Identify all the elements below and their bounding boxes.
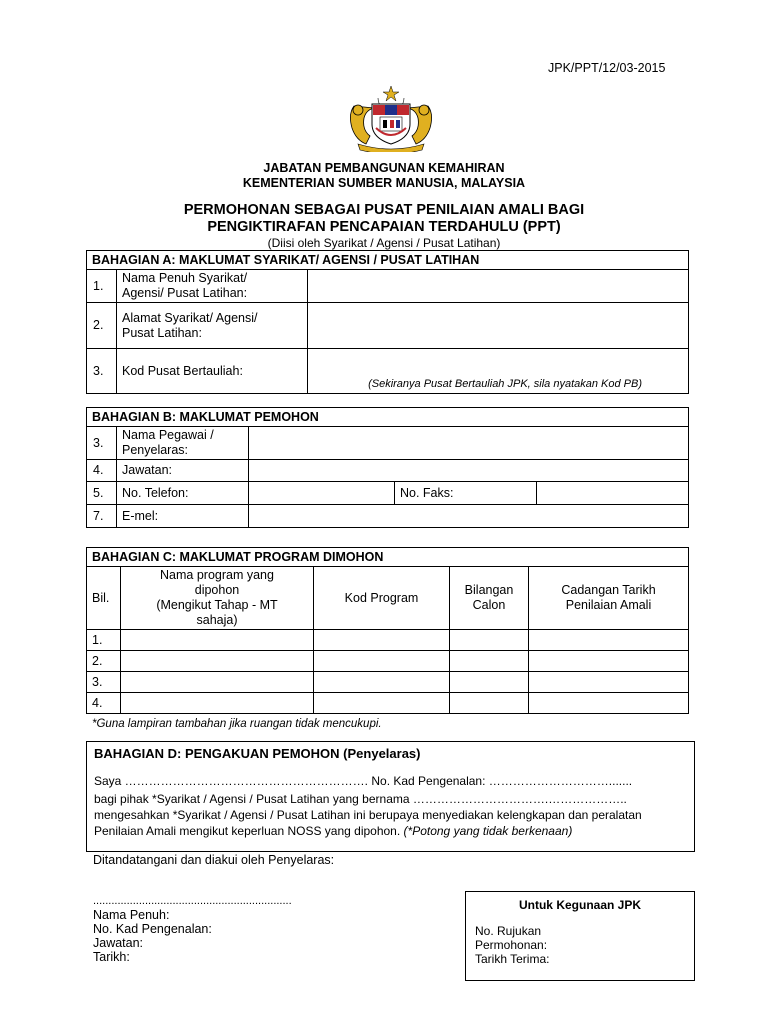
section-c-column-headers bbox=[87, 567, 689, 630]
row-number: 1. bbox=[87, 630, 121, 651]
section-d-box bbox=[86, 741, 695, 852]
position-field[interactable] bbox=[249, 460, 689, 482]
row-number: 2. bbox=[87, 651, 121, 672]
program-name-cell[interactable] bbox=[121, 693, 314, 714]
center-code-field[interactable] bbox=[308, 349, 689, 394]
org-name: JABATAN PEMBANGUNAN KEMAHIRAN bbox=[263, 161, 505, 175]
declaration-line-3: mengesahkan *Syarikat / Agensi / Pusat Latihan ini berupaya menyediakan kelengkapan dan peralatan bbox=[94, 808, 642, 822]
ministry-name: KEMENTERIAN SUMBER MANUSIA, MALAYSIA bbox=[242, 176, 526, 190]
office-use-box bbox=[465, 891, 695, 981]
assessment-date-cell[interactable] bbox=[529, 651, 689, 672]
declaration-line-4: Penilaian Amali mengikut keperluan NOSS yang dipohon. (*Potong yang tidak berkenaan) bbox=[94, 824, 573, 838]
officer-name-field[interactable] bbox=[249, 427, 689, 460]
center-code-label: Kod Pusat Bertauliah: bbox=[117, 349, 308, 394]
candidate-count-cell[interactable] bbox=[450, 693, 529, 714]
fax-label: No. Faks: bbox=[395, 482, 537, 505]
reference-no-label: No. Rujukan bbox=[475, 924, 542, 938]
section-a-row-code bbox=[87, 349, 689, 394]
company-address-label: Alamat Syarikat/ Agensi/ Pusat Latihan: bbox=[117, 303, 308, 349]
section-a-header: BAHAGIAN A: MAKLUMAT SYARIKAT/ AGENSI / PUSAT LATIHAN bbox=[87, 251, 689, 270]
section-c-note: *Guna lampiran tambahan jika ruangan tidak mencukupi. bbox=[92, 718, 382, 730]
email-label: E-mel: bbox=[117, 505, 249, 528]
program-name-cell[interactable] bbox=[121, 672, 314, 693]
reference-code: JPK/PPT/12/03-2015 bbox=[548, 61, 666, 75]
assessment-date-cell[interactable] bbox=[529, 630, 689, 651]
malaysia-crest-logo bbox=[344, 84, 438, 152]
row-number: 4. bbox=[87, 693, 121, 714]
assessment-date-cell[interactable] bbox=[529, 693, 689, 714]
application-label: Permohonan: bbox=[475, 938, 548, 952]
col-candidate-count: Bilangan Calon bbox=[450, 567, 529, 630]
row-number: 7. bbox=[87, 505, 117, 528]
position-label: Jawatan: bbox=[117, 460, 249, 482]
assessment-date-cell[interactable] bbox=[529, 672, 689, 693]
section-a-table bbox=[86, 250, 689, 394]
program-name-cell[interactable] bbox=[121, 630, 314, 651]
phone-field[interactable] bbox=[249, 482, 395, 505]
company-address-field[interactable] bbox=[308, 303, 689, 349]
ic-number-label: No. Kad Pengenalan: bbox=[93, 922, 212, 936]
row-number: 3. bbox=[87, 349, 117, 394]
form-title-line1: PERMOHONAN SEBAGAI PUSAT PENILAIAN AMALI BAGI bbox=[183, 202, 585, 218]
row-number: 3. bbox=[87, 427, 117, 460]
program-code-cell[interactable] bbox=[314, 693, 450, 714]
email-field[interactable] bbox=[249, 505, 689, 528]
table-row bbox=[87, 672, 689, 693]
row-number: 2. bbox=[87, 303, 117, 349]
section-a-row-name bbox=[87, 270, 689, 303]
strike-note: (*Potong yang tidak berkenaan) bbox=[403, 824, 573, 838]
candidate-count-cell[interactable] bbox=[450, 672, 529, 693]
row-number: 5. bbox=[87, 482, 117, 505]
company-name-field[interactable] bbox=[308, 270, 689, 303]
program-code-cell[interactable] bbox=[314, 651, 450, 672]
row-number: 3. bbox=[87, 672, 121, 693]
table-row bbox=[87, 693, 689, 714]
col-program-code: Kod Program bbox=[314, 567, 450, 630]
section-b-header: BAHAGIAN B: MAKLUMAT PEMOHON bbox=[87, 408, 689, 427]
officer-name-label: Nama Pegawai / Penyelaras: bbox=[117, 427, 249, 460]
candidate-count-cell[interactable] bbox=[450, 651, 529, 672]
program-code-cell[interactable] bbox=[314, 672, 450, 693]
section-b-table bbox=[86, 407, 689, 528]
row-number: 4. bbox=[87, 460, 117, 482]
declaration-line-2: bagi pihak *Syarikat / Agensi / Pusat Latihan yang bernama …………………………….……………….. bbox=[94, 792, 627, 806]
program-code-cell[interactable] bbox=[314, 630, 450, 651]
company-name-label: Nama Penuh Syarikat/ Agensi/ Pusat Latihan: bbox=[117, 270, 308, 303]
signature-line[interactable]: ................................................................. bbox=[93, 895, 292, 907]
col-program-name: Nama program yang dipohon (Mengikut Tahap - MT sahaja) bbox=[121, 567, 314, 630]
fax-field[interactable] bbox=[537, 482, 689, 505]
office-use-title: Untuk Kegunaan JPK bbox=[518, 898, 641, 912]
declaration-line-1: Saya ……………………………………………………. No. Kad Pengenalan: …………………………....... bbox=[94, 774, 633, 788]
row-number: 1. bbox=[87, 270, 117, 303]
table-row bbox=[87, 651, 689, 672]
form-title-line2: PENGIKTIRAFAN PENCAPAIAN TERDAHULU (PPT) bbox=[207, 219, 561, 235]
section-a-row-address bbox=[87, 303, 689, 349]
position-label: Jawatan: bbox=[93, 936, 144, 950]
table-row bbox=[87, 630, 689, 651]
candidate-count-cell[interactable] bbox=[450, 630, 529, 651]
form-subtitle: (Diisi oleh Syarikat / Agensi / Pusat Latihan) bbox=[267, 236, 501, 250]
section-c-table bbox=[86, 547, 689, 714]
center-code-note: (Sekiranya Pusat Bertauliah JPK, sila nyatakan Kod PB) bbox=[368, 378, 642, 390]
date-label: Tarikh: bbox=[93, 950, 130, 964]
received-date-label: Tarikh Terima: bbox=[475, 952, 550, 966]
col-bil: Bil. bbox=[87, 567, 121, 630]
section-c-header: BAHAGIAN C: MAKLUMAT PROGRAM DIMOHON bbox=[87, 548, 689, 567]
signature-intro: Ditandatangani dan diakui oleh Penyelaras: bbox=[93, 853, 335, 867]
full-name-label: Nama Penuh: bbox=[93, 908, 170, 922]
section-d-header: BAHAGIAN D: PENGAKUAN PEMOHON (Penyelaras) bbox=[94, 746, 421, 761]
program-name-cell[interactable] bbox=[121, 651, 314, 672]
col-assessment-date: Cadangan Tarikh Penilaian Amali bbox=[529, 567, 689, 630]
phone-label: No. Telefon: bbox=[117, 482, 249, 505]
